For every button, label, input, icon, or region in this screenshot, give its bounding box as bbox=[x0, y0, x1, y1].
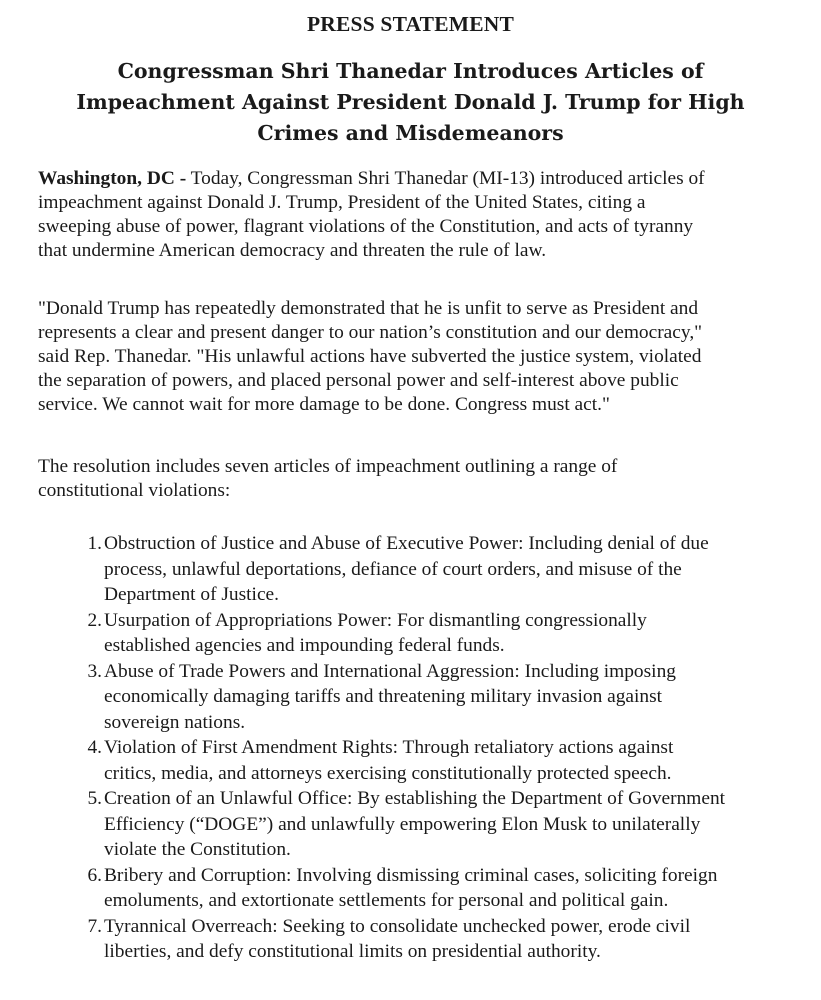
article-number: 1. bbox=[87, 533, 102, 554]
article-number: 3. bbox=[87, 660, 102, 682]
article-text bbox=[104, 735, 821, 786]
intro-line: that undermine American democracy and threaten the rule of law. bbox=[38, 240, 547, 261]
article-line: Usurpation of Appropriations Power: For dismantling congressionally bbox=[104, 609, 647, 631]
article-item bbox=[72, 608, 821, 659]
article-line: Abuse of Trade Powers and International Aggression: Including imposing bbox=[104, 660, 676, 682]
article-item bbox=[72, 786, 821, 863]
quote-line: service. We cannot wait for more damage to be done. Congress must act." bbox=[38, 394, 610, 415]
article-line: Creation of an Unlawful Office: By establishing the Department of Government bbox=[104, 788, 726, 809]
article-number: 7. bbox=[87, 915, 102, 937]
quote-line: represents a clear and present danger to our nation’s constitution and our democracy," bbox=[38, 322, 703, 343]
headline-line: Impeachment Against President Donald J. Trump for High bbox=[76, 90, 745, 114]
article-item bbox=[72, 863, 821, 914]
article-number: 5. bbox=[87, 788, 102, 809]
intro-paragraph bbox=[38, 167, 813, 263]
article-number: 2. bbox=[87, 609, 102, 631]
quote-line: said Rep. Thanedar. "His unlawful actions have subverted the justice system, violated bbox=[38, 346, 702, 367]
article-line: sovereign nations. bbox=[104, 711, 246, 733]
article-line: critics, media, and attorneys exercising constitutionally protected speech. bbox=[104, 762, 672, 784]
intro-line bbox=[38, 167, 813, 191]
article-item bbox=[72, 531, 821, 608]
quote-line: the separation of powers, and placed personal power and self-interest above public bbox=[38, 370, 679, 391]
intro-line: impeachment against Donald J. Trump, President of the United States, citing a bbox=[38, 192, 646, 213]
article-line: process, unlawful deportations, defiance of court orders, and misuse of the bbox=[104, 558, 682, 580]
resolution-line: constitutional violations: bbox=[38, 480, 231, 501]
article-line: emoluments, and extortionate settlements for personal and political gain. bbox=[104, 890, 669, 911]
article-number: 4. bbox=[87, 737, 102, 758]
article-item bbox=[72, 735, 821, 786]
article-line: Violation of First Amendment Rights: Through retaliatory actions against bbox=[104, 737, 674, 758]
statement-label: PRESS STATEMENT bbox=[306, 12, 515, 36]
articles-list bbox=[72, 531, 821, 965]
quote-line: "Donald Trump has repeatedly demonstrated that he is unfit to serve as President and bbox=[38, 298, 699, 319]
article-text bbox=[104, 914, 821, 965]
article-line: Tyrannical Overreach: Seeking to consolidate unchecked power, erode civil bbox=[104, 915, 691, 937]
headline-line: Congressman Shri Thanedar Introduces Articles of bbox=[117, 59, 704, 83]
dateline: Washington, DC - bbox=[38, 168, 187, 189]
article-text bbox=[104, 786, 821, 863]
resolution-paragraph bbox=[38, 455, 813, 503]
headline bbox=[0, 56, 821, 149]
article-item bbox=[72, 914, 821, 965]
article-line: violate the Constitution. bbox=[104, 839, 291, 860]
article-line: liberties, and defy constitutional limits on presidential authority. bbox=[104, 941, 601, 962]
article-line: economically damaging tariffs and threatening military invasion against bbox=[104, 686, 663, 707]
article-line: established agencies and impounding federal funds. bbox=[104, 635, 505, 656]
article-line: Efficiency (“DOGE”) and unlawfully empowering Elon Musk to unilaterally bbox=[104, 813, 701, 835]
article-text bbox=[104, 531, 821, 608]
resolution-line: The resolution includes seven articles of impeachment outlining a range of bbox=[38, 456, 618, 477]
article-line: Bribery and Corruption: Involving dismissing criminal cases, soliciting foreign bbox=[104, 864, 718, 886]
article-text bbox=[104, 659, 821, 736]
article-line: Department of Justice. bbox=[104, 584, 279, 605]
headline-line: Crimes and Misdemeanors bbox=[257, 121, 564, 145]
intro-line: sweeping abuse of power, flagrant violations of the Constitution, and acts of tyranny bbox=[38, 216, 694, 237]
article-item bbox=[72, 659, 821, 736]
article-text bbox=[104, 608, 821, 659]
article-line: Obstruction of Justice and Abuse of Executive Power: Including denial of due bbox=[104, 533, 709, 554]
quote-paragraph bbox=[38, 297, 813, 417]
article-text bbox=[104, 863, 821, 914]
article-number: 6. bbox=[87, 864, 102, 886]
intro-line-text: Today, Congressman Shri Thanedar (MI-13) introduced articles of bbox=[186, 168, 705, 189]
